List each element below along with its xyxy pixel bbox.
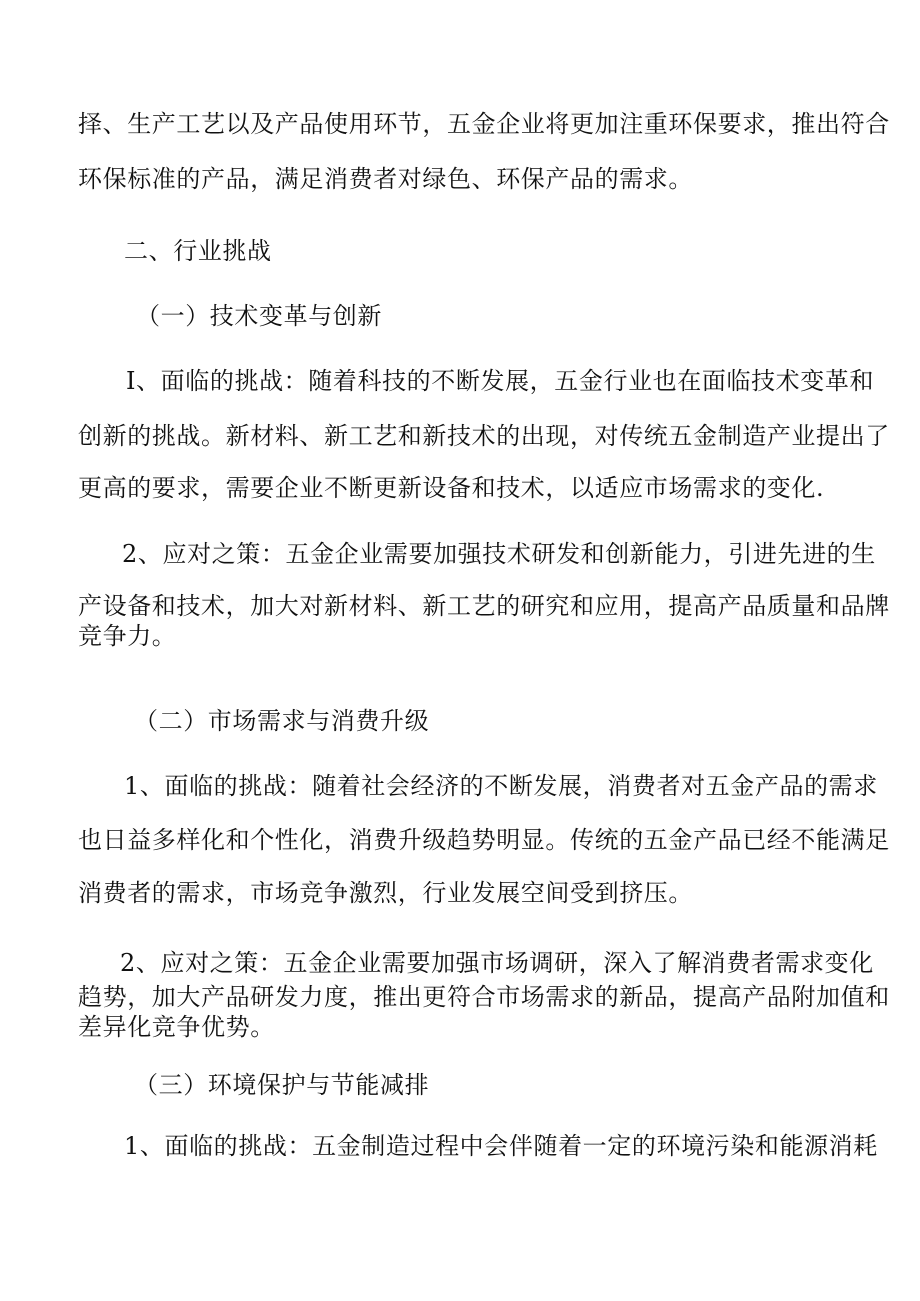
paragraph-line: 也日益多样化和个性化，消费升级趋势明显。传统的五金产品已经不能满足 xyxy=(78,826,890,854)
paragraph-line: 择、生产工艺以及产品使用环节，五金企业将更加注重环保要求，推出符合 xyxy=(78,110,890,138)
paragraph-line: I、面临的挑战：随着科技的不断发展，五金行业也在面临技术变革和 xyxy=(126,367,875,395)
paragraph-line: 消费者的需求，市场竞争激烈，行业发展空间受到挤压。 xyxy=(78,879,693,907)
paragraph-line: 1、面临的挑战：随着社会经济的不断发展，消费者对五金产品的需求 xyxy=(124,772,878,800)
paragraph-line: 1、面临的挑战：五金制造过程中会伴随着一定的环境污染和能源消耗 xyxy=(124,1132,878,1160)
paragraph-line: 2、应对之策：五金企业需要加强技术研发和创新能力，引进先进的生 xyxy=(122,540,876,568)
paragraph-line: 产设备和技术，加大对新材料、新工艺的研究和应用，提高产品质量和品牌 xyxy=(78,592,890,620)
paragraph-line: 竞争力。 xyxy=(78,622,177,650)
paragraph-line: 更高的要求，需要企业不断更新设备和技术，以适应市场需求的变化. xyxy=(78,474,825,502)
paragraph-line: 2、应对之策：五金企业需要加强市场调研，深入了解消费者需求变化 xyxy=(120,949,874,977)
subsection-heading: （二）市场需求与消费升级 xyxy=(134,707,430,735)
subsection-heading: （三）环境保护与节能减排 xyxy=(134,1071,430,1099)
paragraph-line: 创新的挑战。新材料、新工艺和新技术的出现，对传统五金制造产业提出了 xyxy=(78,422,890,450)
paragraph-line: 差异化竞争优势。 xyxy=(78,1013,275,1041)
subsection-heading: （一）技术变革与创新 xyxy=(136,302,382,330)
paragraph-line: 趋势，加大产品研发力度，推出更符合市场需求的新品，提高产品附加值和 xyxy=(78,983,890,1011)
paragraph-line: 环保标准的产品，满足消费者对绿色、环保产品的需求。 xyxy=(78,165,693,193)
section-heading: 二、行业挑战 xyxy=(124,237,272,265)
